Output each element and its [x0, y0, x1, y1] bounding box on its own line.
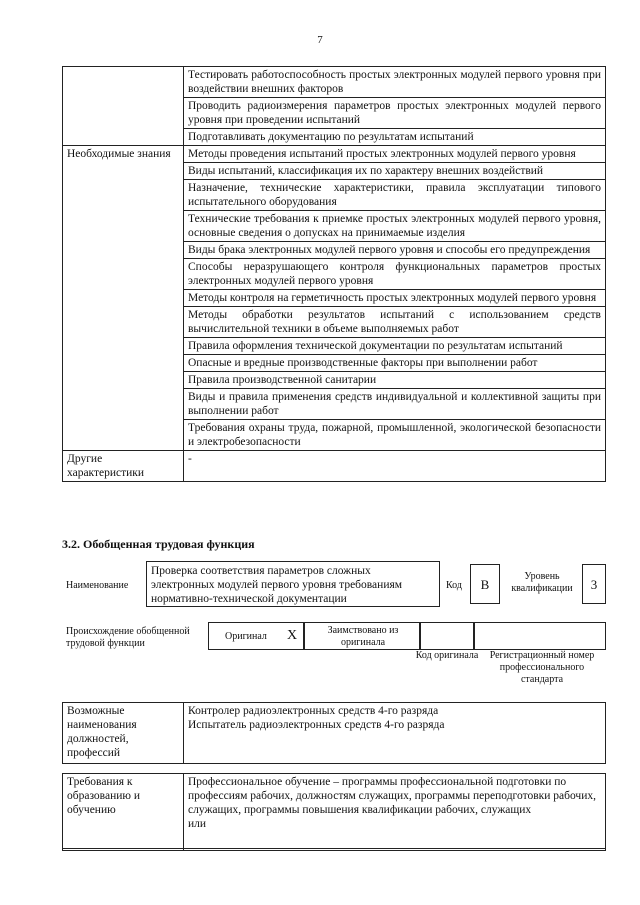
education-table [62, 773, 606, 851]
education-content [184, 774, 606, 851]
skills-row-item: - [184, 451, 606, 482]
page-number: 7 [317, 34, 323, 46]
skills-row-item: Технические требования к приемке простых электронных модулей первого уровня, основные сведения о допусках на принимаемые изделия [184, 211, 606, 242]
skills-row-item: Проводить радиоизмерения параметров простых электронных модулей первого уровня при проведении испытаний [184, 98, 606, 129]
skills-table [62, 66, 606, 482]
function-name: Проверка соответствия параметров сложных электронных модулей первого уровня требованиям нормативно-технической документации [151, 565, 403, 605]
section-heading: 3.2. Обобщенная трудовая функция [62, 537, 255, 551]
skills-row-item: Требования охраны труда, пожарной, промышленной, экологической безопасности и электробезопасности [184, 420, 606, 451]
position-item: Испытатель радиоэлектронных средств 4-го разряда [188, 719, 445, 731]
skills-row-item: Способы неразрушающего контроля функциональных параметров простых электронных модулей первого уровня [184, 259, 606, 290]
skills-row-item: Виды и правила применения средств индивидуальной и коллективной защиты при выполнении работ [184, 389, 606, 420]
name-label: Наименование [66, 580, 129, 591]
borrowed-label: Заимствовано из оригинала [327, 625, 399, 648]
code-value: В [480, 577, 490, 592]
skills-row-item: Правила производственной санитарии [184, 372, 606, 389]
function-name-box [146, 561, 440, 607]
skills-row-label [63, 67, 184, 146]
skills-row-item: Назначение, технические характеристики, правила эксплуатации типового испытательного оборудования [184, 180, 606, 211]
skills-row-label: Необходимые знания [63, 146, 184, 451]
education-label: Требования к образованию и обучению [63, 774, 184, 851]
skills-row-label: Другие характеристики [63, 451, 184, 482]
level-label: Уровень квалификации [511, 571, 573, 594]
borrowed-cell [304, 622, 420, 650]
original-mark: X [287, 628, 298, 643]
education-or: или [188, 818, 207, 830]
code-original-caption: Код оригинала [415, 650, 479, 661]
level-value: 3 [590, 577, 598, 592]
position-item: Контролер радиоэлектронных средств 4-го разряда [188, 705, 439, 717]
code-original-cell [420, 622, 474, 650]
positions-table [62, 702, 606, 764]
level-box [582, 564, 606, 604]
skills-row-item: Методы проведения испытаний простых электронных модулей первого уровня [184, 146, 606, 163]
skills-row-item: Опасные и вредные производственные факторы при выполнении работ [184, 355, 606, 372]
positions-list [184, 703, 606, 764]
skills-row-item: Методы контроля на герметичность простых электронных модулей первого уровня [184, 290, 606, 307]
skills-row-item: Методы обработки результатов испытаний с использованием средств вычислительной техники в объеме выполняемых работ [184, 307, 606, 338]
skills-row-item: Подготавливать документацию по результатам испытаний [184, 129, 606, 146]
positions-label: Возможные наименования должностей, профессий [63, 703, 184, 764]
reg-number-caption: Регистрационный номер профессионального стандарта [489, 650, 595, 685]
code-box [470, 564, 500, 604]
original-cell [208, 622, 304, 650]
origin-label: Происхождение обобщенной трудовой функции [66, 626, 190, 649]
skills-row-item: Тестировать работоспособность простых электронных модулей первого уровня при воздействии внешних факторов [184, 67, 606, 98]
page-bottom-rule [62, 848, 606, 849]
education-text: Профессиональное обучение – программы профессиональной подготовки по профессиям рабочих, должностям служащих, программы переподготовки рабочих, служащих, программы повышения квалификации рабочих, служащих [188, 776, 596, 816]
original-label: Оригинал [225, 631, 267, 642]
reg-number-cell [474, 622, 606, 650]
skills-row-item: Виды испытаний, классификация их по характеру внешних воздействий [184, 163, 606, 180]
skills-row-item: Виды брака электронных модулей первого уровня и способы его предупреждения [184, 242, 606, 259]
skills-row-item: Правила оформления технической документации по результатам испытаний [184, 338, 606, 355]
code-label: Код [446, 580, 462, 591]
